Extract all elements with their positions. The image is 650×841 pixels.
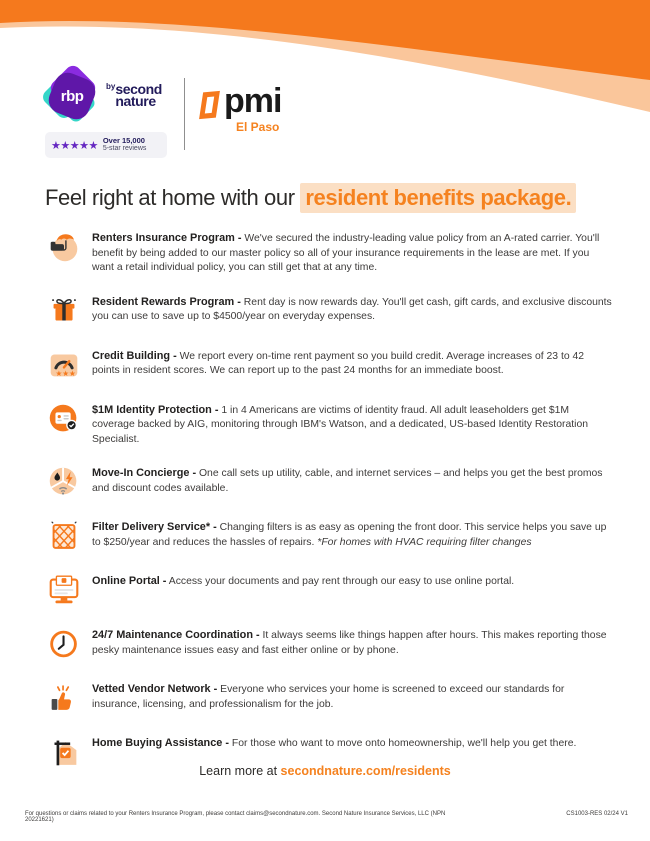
benefit-name: Online Portal - — [92, 575, 167, 588]
benefit-name: $1M Identity Protection - — [92, 403, 219, 416]
rbp-logo-text: rbp — [60, 87, 84, 105]
benefit-description: Everyone who services your home is screened to exceed our standards for insurance, licensing, and professionalism for the job. — [92, 684, 565, 710]
footer-disclaimer: For questions or claims related to your Renters Insurance Program, please contact claims@secondnature.com. Second Nature Insurance Services, LLC (NPN 20221621) — [25, 811, 446, 823]
filter-delivery-icon — [45, 517, 83, 555]
reviews-count: Over 15,000 — [102, 136, 145, 146]
benefit-item — [45, 520, 612, 555]
benefit-name: 24/7 Maintenance Coordination - — [92, 629, 260, 642]
svg-text:★★★: ★★★ — [55, 368, 76, 378]
five-star-icon: ★★★★★ — [51, 139, 98, 152]
benefit-name: Filter Delivery Service* - — [92, 521, 217, 534]
benefit-name: Renters Insurance Program - — [92, 232, 242, 244]
benefit-item — [45, 295, 612, 330]
credit-building-icon — [45, 346, 83, 384]
benefit-name: Home Buying Assistance - — [92, 737, 229, 750]
benefit-item — [45, 231, 612, 276]
footer-doc-code: CS1003-RES 02/24 V1 — [566, 811, 628, 817]
title-highlight: resident benefits package. — [300, 183, 576, 213]
benefit-item — [45, 466, 612, 501]
footer — [25, 811, 628, 823]
benefit-item — [45, 628, 612, 663]
online-portal-icon — [45, 571, 83, 609]
vetted-vendor-icon — [45, 679, 83, 717]
reviews-badge — [45, 132, 167, 158]
pmi-location: El Paso — [236, 119, 280, 134]
by-label: by — [106, 81, 116, 91]
maintenance-icon — [45, 625, 83, 663]
second-nature-wordmark: $^{by}$second nature — [106, 80, 162, 109]
title-prefix: Feel right at home with our — [45, 185, 295, 210]
benefit-name: Resident Rewards Program - — [92, 295, 241, 308]
benefits-list — [45, 231, 612, 771]
page-title — [45, 185, 620, 211]
benefit-name: Vetted Vendor Network - — [92, 683, 218, 696]
benefit-description: For those who want to move onto homeownership, we'll help you get there. — [231, 738, 577, 750]
pmi-logo — [201, 82, 282, 134]
logo-divider — [184, 78, 185, 150]
reviews-caption: 5-star reviews — [102, 145, 147, 153]
benefit-description: 1 in 4 Americans are victims of identity fraud. All adult leaseholders get $1M coverage backed by AIG, monitoring through IBM's Watson, and a dedicated, US-based Identity Restoration Specialist. — [92, 404, 589, 445]
rbp-mark-icon — [45, 68, 101, 124]
benefit-name: Move-In Concierge - — [92, 467, 197, 480]
learn-more-line — [0, 764, 650, 778]
logo-row — [45, 68, 281, 158]
benefit-description: Changing filters is as easy as opening the front door. This service helps you save up to $250/year and reduces the hassles of repairs. — [92, 522, 607, 548]
benefit-footnote: *For homes with HVAC requiring filter changes — [317, 536, 532, 548]
benefit-description: Access your documents and pay rent through our easy to use online portal. — [168, 576, 515, 588]
benefit-item — [45, 574, 612, 609]
resident-rewards-icon — [45, 292, 83, 330]
benefit-description: One call sets up utility, cable, and internet services – and helps you get the best promos and discount codes available. — [92, 468, 603, 494]
benefit-description: We report every on-time rent payment so you build credit. Average increases of 23 to 42 points in resident scores. We can report up to the past 24 months for an immediate boost. — [92, 350, 585, 377]
benefit-description: We've secured the industry-leading value policy from an A-rated carrier. You'll benefit by being added to our master policy so all of your insurance requirements in the lease are met. If you want a retail individual policy, you can still get that at any time. — [92, 233, 600, 274]
identity-protection-icon — [45, 400, 83, 438]
move-in-concierge-icon — [45, 463, 83, 501]
benefit-item — [45, 349, 612, 384]
rbp-logo — [45, 68, 170, 158]
renters-insurance-icon — [45, 228, 83, 266]
benefit-item — [45, 403, 612, 448]
benefit-name: Credit Building - — [92, 349, 177, 362]
learn-more-link[interactable]: secondnature.com/residents — [280, 764, 451, 778]
benefit-description: Rent day is now rewards day. You'll get cash, gift cards, and exclusive discounts you can use to save up to $4500/year on everyday expenses. — [92, 296, 612, 323]
benefit-item — [45, 682, 612, 717]
pmi-logo-text: pmi — [224, 82, 282, 120]
benefit-description: It always seems like things happen after hours. This makes reporting those pesky maintenance issues easy and fast either online or by phone. — [92, 630, 607, 656]
learn-more-prefix: Learn more at — [199, 764, 278, 778]
pmi-flag-icon — [199, 91, 220, 119]
